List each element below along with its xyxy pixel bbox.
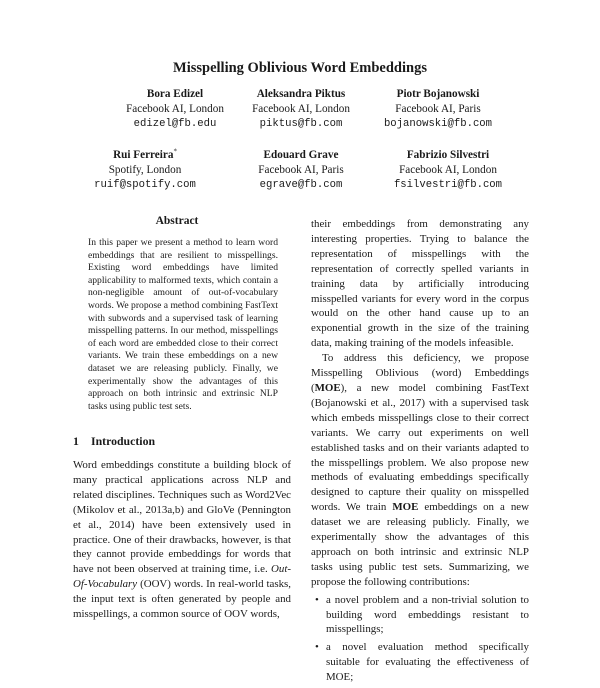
author-footnote-marker: * bbox=[173, 147, 177, 156]
section-number: 1 bbox=[73, 434, 79, 448]
section-title: Introduction bbox=[91, 434, 156, 448]
author-name: Piotr Bojanowski bbox=[396, 88, 480, 100]
author-email: ruif@spotify.com bbox=[94, 179, 196, 191]
author-name: Rui Ferreira* bbox=[113, 147, 177, 161]
author-name: Edouard Grave bbox=[263, 149, 339, 161]
author-affiliation: Facebook AI, Paris bbox=[258, 164, 344, 176]
author-block bbox=[55, 148, 235, 193]
author-email: fsilvestri@fb.com bbox=[393, 179, 503, 191]
author-email: bojanowski@fb.com bbox=[383, 118, 493, 130]
section-heading bbox=[73, 434, 155, 449]
bullet-icon: • bbox=[315, 641, 319, 654]
author-affiliation: Facebook AI, London bbox=[126, 103, 224, 115]
list-item: • a novel problem and a non-trivial solution to building word embeddings resistant to misspellings; bbox=[315, 593, 529, 636]
paper-title: Misspelling Oblivious Word Embeddings bbox=[173, 60, 427, 76]
abstract-text: In this paper we present a method to learn word embeddings that are resilient to misspellings. Existing word embeddings have limited applicability to malformed texts, which contain a non-negligible amount of out-of-vocabulary words. We propose a method combining FastText with subwords and a supervised task of learning misspelling patterns. In our method, misspellings of each word are embedded close to their correct variants. We train these embeddings on a new dataset we are releasing publicly. Finally, we experimentally show the advantages of this approach on both intrinsic and extrinsic NLP tasks using public test sets. bbox=[88, 237, 278, 412]
author-block bbox=[358, 148, 538, 193]
right-column-body bbox=[311, 217, 529, 688]
body-paragraph: To address this deficiency, we propose Misspelling Oblivious (word) Embeddings (MOE), a new model combining FastText (Bojanowski et al., 2017) with a supervised task which embeds misspellings close to their correct variants. We carry out experiments on well established tasks and on their variants adapted to the misspellings problem. We also propose new methods of evaluating embeddings specifically designed to capture their quality on misspelled words. We train MOE embeddings on a new dataset we are releasing publicly. Finally, we experimentally show the advantages of this approach on both intrinsic and extrinsic NLP tasks using public test sets. Summarizing, we propose the following contributions: bbox=[311, 352, 529, 588]
author-email: piktus@fb.com bbox=[259, 118, 343, 130]
author-affiliation: Spotify, London bbox=[108, 164, 182, 176]
author-block bbox=[348, 87, 528, 132]
contributions-list bbox=[311, 593, 529, 685]
list-item: • a novel evaluation method specifically suitable for evaluating the effectiveness of MOE; bbox=[315, 641, 529, 684]
author-email: egrave@fb.com bbox=[259, 179, 343, 191]
author-affiliation: Facebook AI, London bbox=[399, 164, 497, 176]
bullet-icon: • bbox=[315, 593, 319, 606]
author-email: edizel@fb.edu bbox=[133, 118, 217, 130]
body-paragraph: their embeddings from demonstrating any interesting properties. Trying to balance the representation of misspellings with the representation of correctly spelled variants in training data by artificially introducing misspelled variants for every word in the corpus would on the other hand cause up to an exponential growth in the size of the training data, making training of the models infeasible. bbox=[311, 218, 529, 350]
abstract-heading: Abstract bbox=[155, 215, 199, 227]
author-name: Aleksandra Piktus bbox=[256, 88, 346, 100]
emphasis-term: Out-Of-Vocabulary bbox=[73, 563, 291, 591]
author-affiliation: Facebook AI, Paris bbox=[395, 103, 481, 115]
author-name: Fabrizio Silvestri bbox=[406, 149, 490, 161]
author-affiliation: Facebook AI, London bbox=[252, 103, 350, 115]
intro-paragraph: Word embeddings constitute a building block of many practical applications across NLP and related disciplines. Techniques such as Word2Vec (Mikolov et al., 2013a,b) and GloVe (Pennington et al., 2014) have been extensively used in practice. One of their drawbacks, however, is that they cannot provide embeddings for words that have not been observed at training time, i.e. Out-Of-Vocabulary (OOV) words. In real-world tasks, the input text is often generated by people and misspellings, a common source of OOV words, bbox=[73, 459, 291, 621]
author-name: Bora Edizel bbox=[146, 88, 204, 100]
